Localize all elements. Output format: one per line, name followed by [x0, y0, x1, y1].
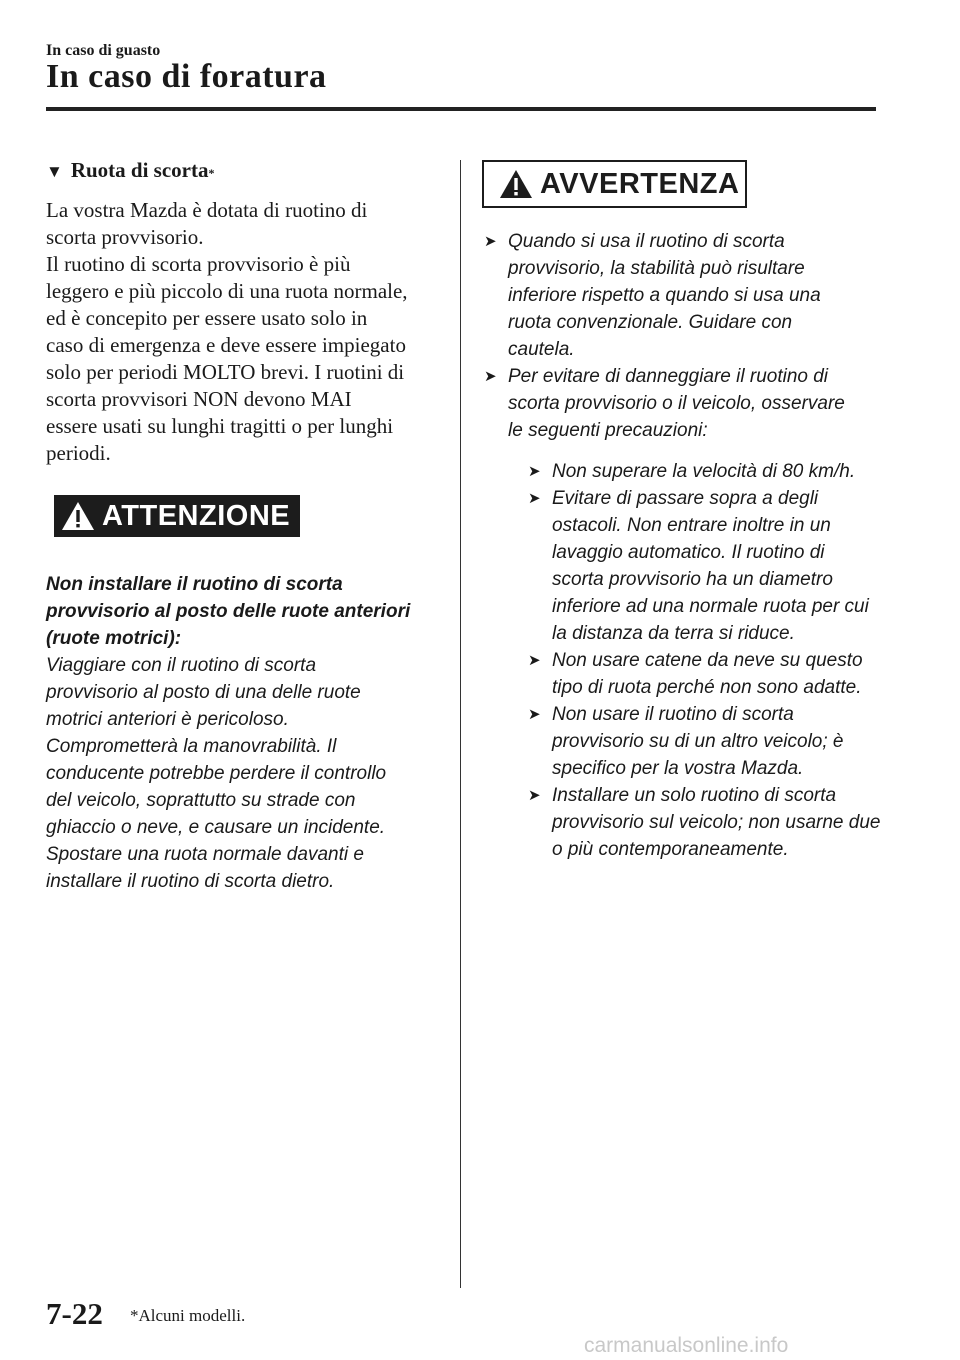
section-label: In caso di guasto — [46, 42, 161, 59]
arrow-right-icon: ➤ — [528, 490, 541, 507]
caution-heading: Non installare il ruotino di scorta provvisorio al posto delle ruote anteriori (ruote motrici): — [46, 574, 411, 649]
list-item — [526, 647, 882, 701]
list-item-text: Installare un solo ruotino di scorta provvisorio sul veicolo; non usarne due o più contemporaneamente. — [552, 785, 881, 860]
arrow-right-icon: ➤ — [528, 787, 541, 804]
left-column — [46, 158, 442, 895]
warning-label: AVVERTENZA — [540, 167, 740, 200]
footnote-mark: * — [208, 166, 215, 180]
intro-paragraph: La vostra Mazda è dotata di ruotino di scorta provvisorio. Il ruotino di scorta provvisorio è più leggero e più piccolo di una ruota normale, ed è concepito per essere usato solo in caso di emergenza e deve essere impiegato solo per periodi MOLTO brevi. I ruotini di scorta provvisori NON devono MAI essere usati su lunghi tragitti o per lunghi periodi. — [46, 198, 408, 465]
list-item — [526, 485, 882, 647]
list-item — [482, 363, 882, 863]
precautions-list — [526, 458, 882, 863]
watermark: carmanualsonline.info — [584, 1334, 789, 1357]
column-divider — [460, 160, 461, 1288]
list-item-text: Per evitare di danneggiare il ruotino di scorta provvisorio o il veicolo, osservare le seguenti precauzioni: — [508, 366, 845, 441]
warning-triangle-icon — [60, 500, 96, 532]
caution-body: Viaggiare con il ruotino di scorta provvisorio al posto di una delle ruote motrici anteriori è pericoloso. Comprometterà la manovrabilità. Il conducente potrebbe perdere il controllo del veicolo, soprattutto su strade con ghiaccio o neve, e causare un incidente. Spostare una ruota normale davanti e installare il ruotino di scorta dietro. — [46, 655, 387, 892]
list-item — [526, 782, 882, 863]
triangle-down-icon: ▼ — [46, 162, 63, 181]
list-item-text: Non superare la velocità di 80 km/h. — [552, 461, 856, 482]
list-item — [526, 701, 882, 782]
list-item-text: Non usare il ruotino di scorta provvisorio su di un altro veicolo; è specifico per la vostra Mazda. — [552, 704, 844, 779]
arrow-right-icon: ➤ — [484, 368, 497, 385]
subheading-text: Ruota di scorta — [70, 158, 209, 182]
right-column — [482, 160, 882, 863]
page-number: 7-22 — [46, 1296, 103, 1331]
caution-label: ATTENZIONE — [102, 499, 291, 532]
warning-badge — [482, 160, 747, 208]
footnote: *Alcuni modelli. — [130, 1306, 246, 1325]
list-item-text: Evitare di passare sopra a degli ostacoli. Non entrare inoltre in un lavaggio automatico. Il ruotino di scorta provvisorio ha un diametro inferiore ad una normale ruota per cui la distanza da terra si riduce. — [552, 488, 869, 644]
warning-triangle-icon — [498, 168, 534, 200]
list-item-text: Quando si usa il ruotino di scorta provvisorio, la stabilità può risultare inferiore rispetto a quando si usa una ruota convenzionale. Guidare con cautela. — [508, 231, 821, 360]
list-item — [482, 228, 882, 363]
title-rule — [46, 107, 876, 111]
list-item-text: Non usare catene da neve su questo tipo di ruota perché non sono adatte. — [552, 650, 863, 698]
caution-badge — [54, 495, 300, 537]
subheading-ruota-di-scorta — [46, 158, 442, 183]
arrow-right-icon: ➤ — [528, 463, 541, 480]
warning-list — [482, 228, 882, 863]
arrow-right-icon: ➤ — [484, 233, 497, 250]
list-item — [526, 458, 882, 485]
arrow-right-icon: ➤ — [528, 652, 541, 669]
page-title: In caso di foratura — [46, 58, 327, 95]
arrow-right-icon: ➤ — [528, 706, 541, 723]
